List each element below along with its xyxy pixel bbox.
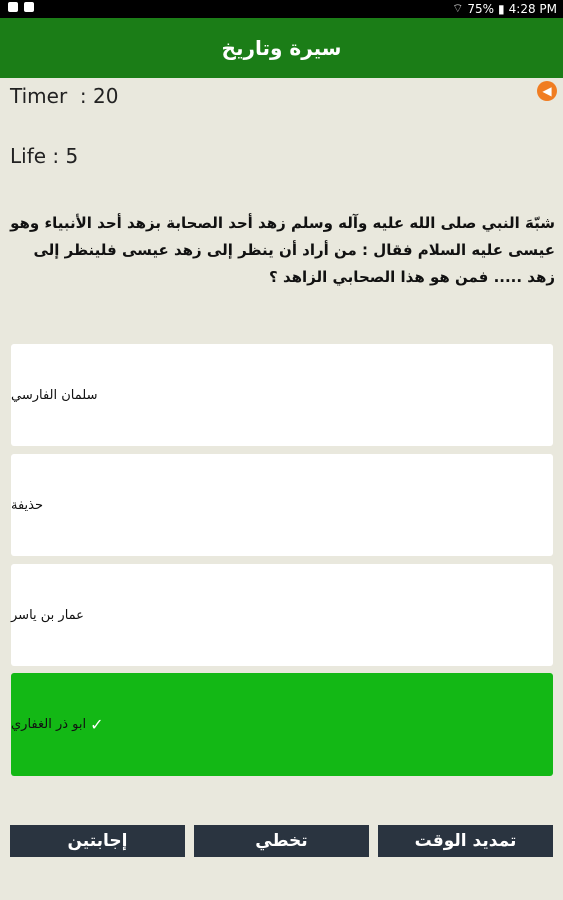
extend-time-button[interactable]: تمديد الوقت [378,825,553,857]
clock: 4:28 PM [508,1,557,16]
my-answers-button[interactable]: إجابتين [10,825,185,857]
speaker-icon[interactable]: ◀ [537,81,557,101]
answer-label: سلمان الفارسي [11,387,98,403]
answer-label: عمار بن ياسر [11,607,84,623]
answer-label: حذيفة [11,497,44,513]
battery-level: 75% [467,1,495,16]
skip-button[interactable]: تخطي [194,825,369,857]
life-label: Life : 5 [10,144,79,168]
timer-label: Timer : 20 [10,84,119,108]
answer-option-2[interactable] [11,454,553,556]
battery-icon: ▮ [498,1,505,16]
wifi-icon: ⌔ [452,1,464,15]
image-icon [8,2,18,12]
status-bar [0,0,563,18]
answer-option-1[interactable] [11,344,553,446]
app-title: سيرة وتاريخ [221,36,342,60]
check-icon: ✓ [90,715,104,734]
answer-option-4[interactable] [11,673,553,776]
answer-label: ابو ذر الغفاري [11,717,87,732]
app-bar [0,18,563,78]
question-text: شبّهَ النبي صلى الله عليه وآله وسلم زهد أحد الصحابة بزهد أحد الأنبياء وهو عيسى عليه السلام فقال : من أراد أن ينظر إلى زهد عيسى فلينظر إلى زهد ..... فمن هو هذا الصحابي الزاهد ؟ [10,214,555,286]
answer-option-3[interactable] [11,564,553,666]
notification-icon [24,2,34,12]
